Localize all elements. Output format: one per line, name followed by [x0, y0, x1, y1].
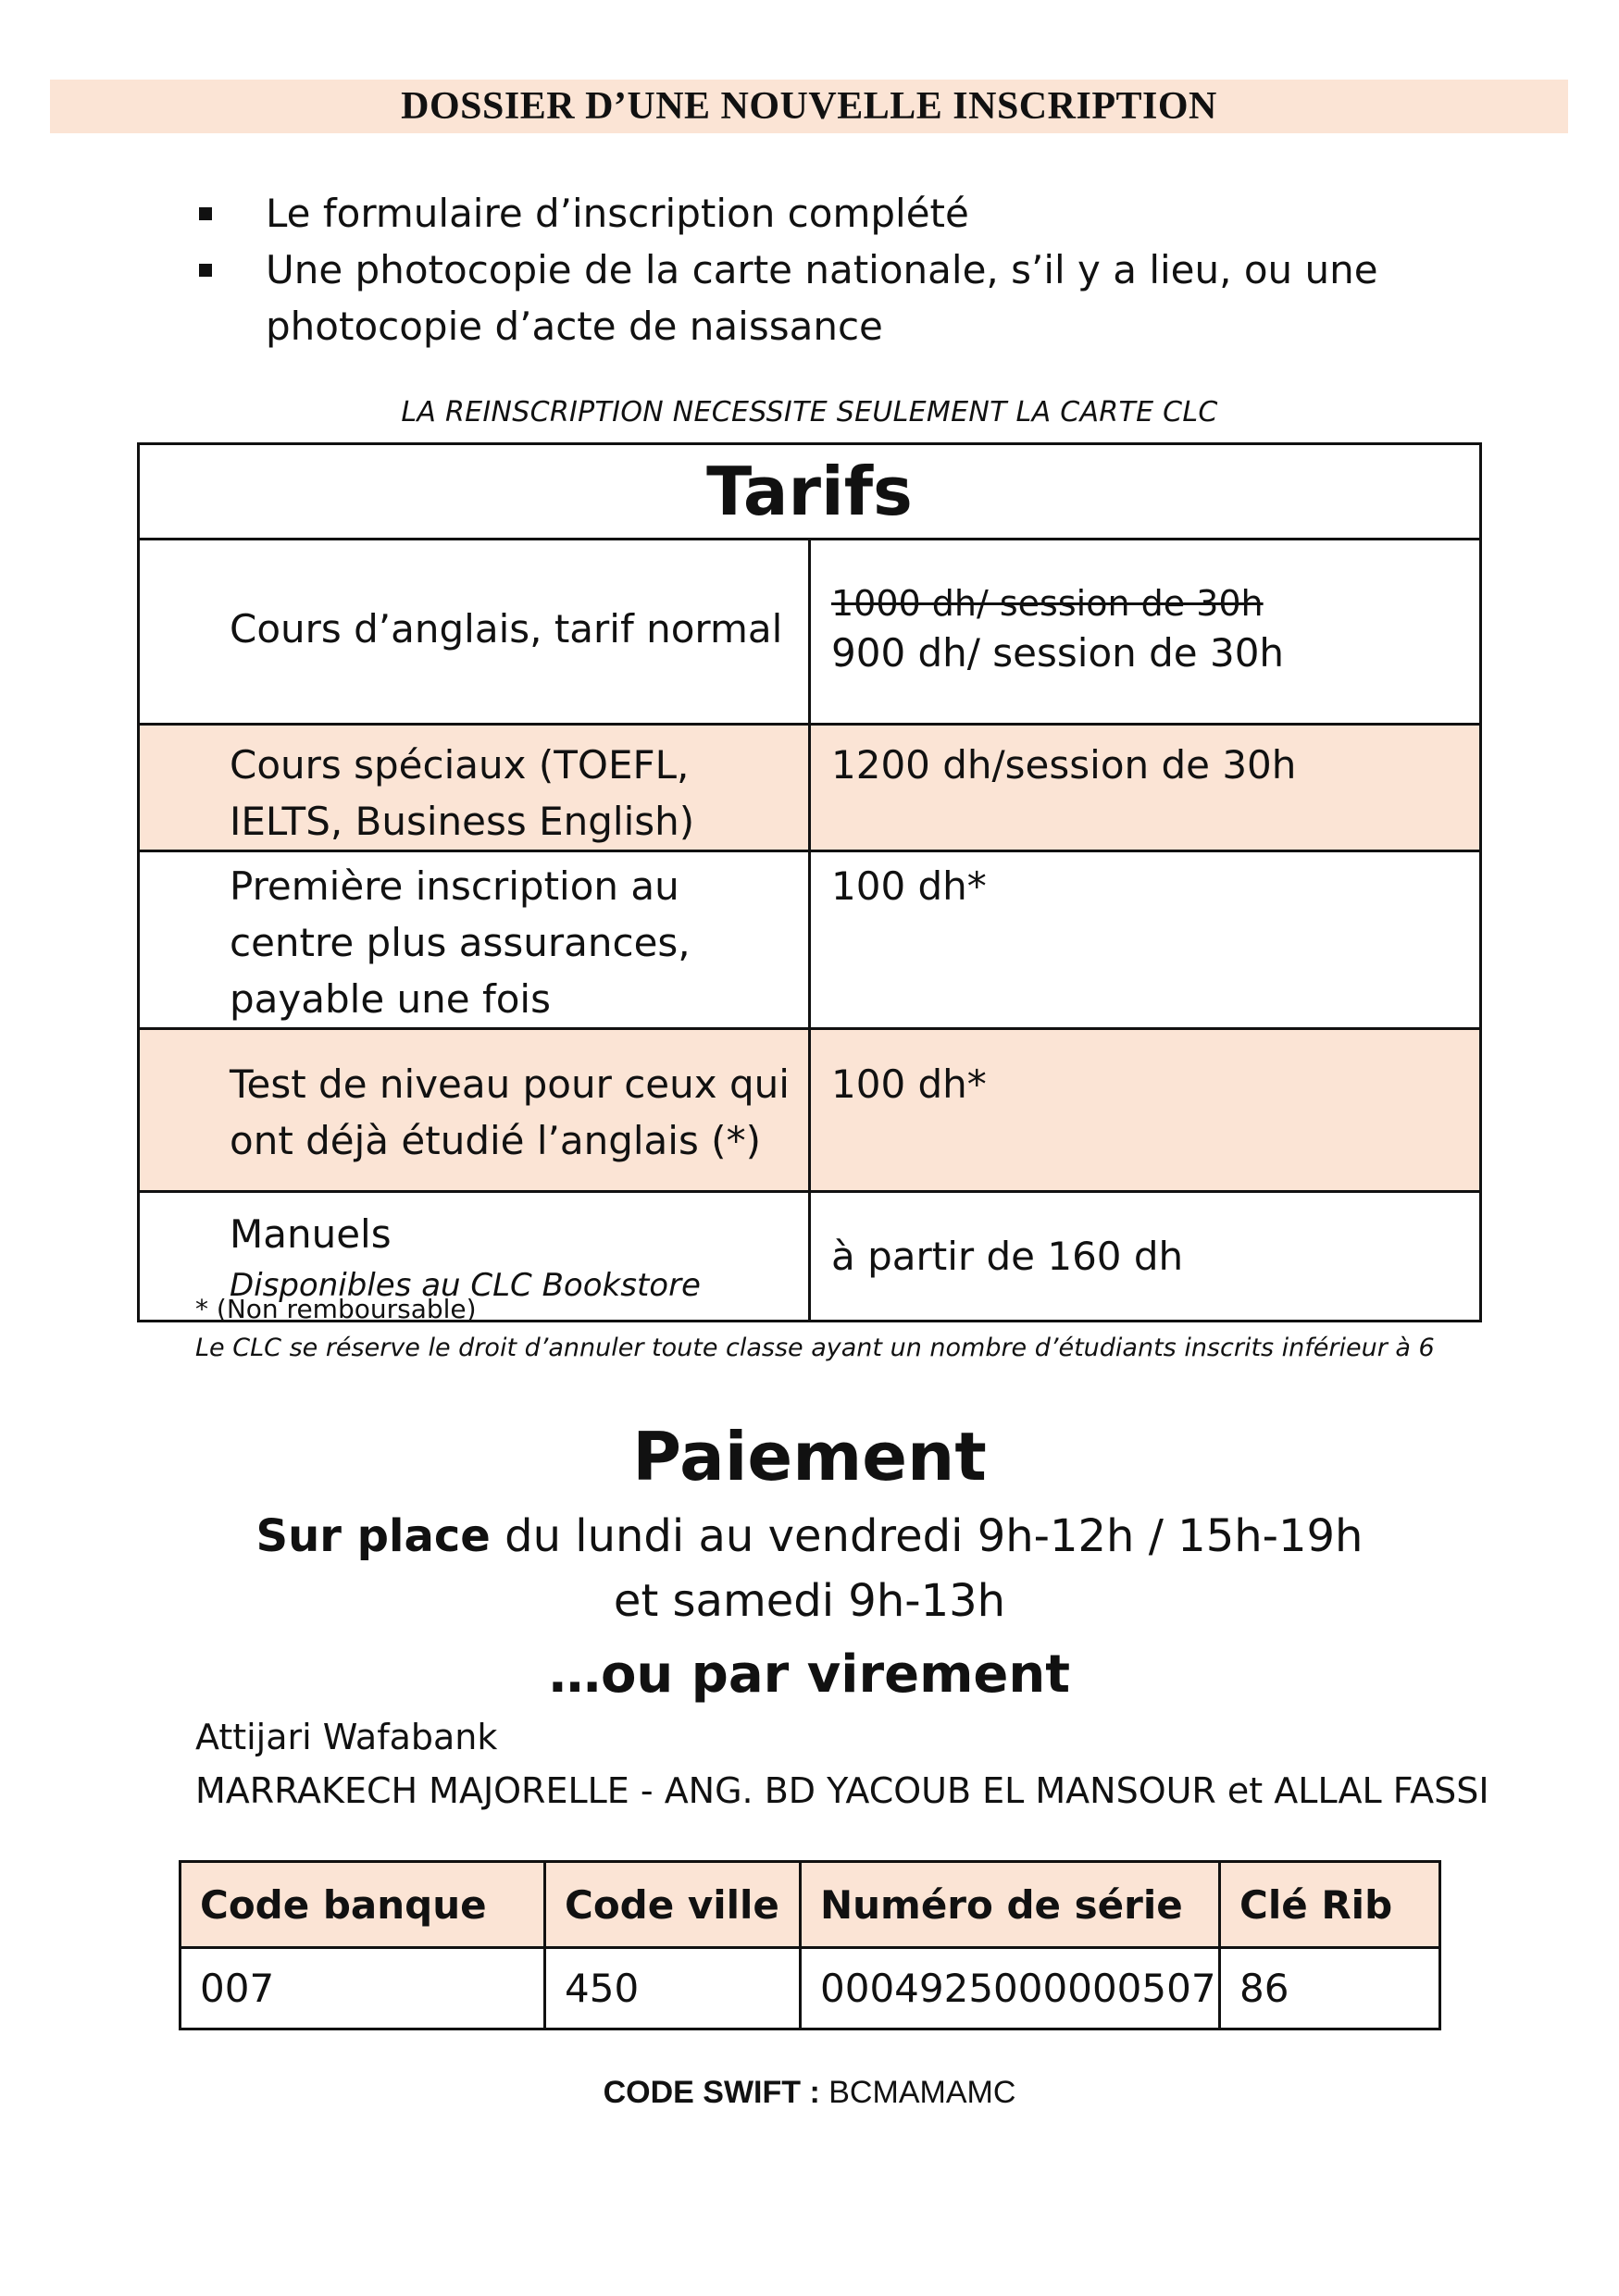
tarif-price: 100 dh*	[810, 851, 1481, 1029]
rib-value-code-ville: 450	[545, 1948, 801, 2029]
table-row	[139, 725, 1481, 851]
reinscription-note: LA REINSCRIPTION NECESSITE SEULEMENT LA CARTE CLC	[401, 396, 1218, 428]
saturday-hours: et samedi 9h-13h	[613, 1575, 1006, 1627]
tarif-price: à partir de 160 dh	[810, 1192, 1481, 1322]
bank-name: Attijari Wafabank	[195, 1717, 498, 1757]
rib-table	[179, 1860, 1441, 2030]
bank-branch: MARRAKECH MAJORELLE - ANG. BD YACOUB EL MANSOUR et ALLAL FASSI	[195, 1770, 1489, 1811]
swift-code-line	[0, 2075, 1619, 2111]
tarif-label: Cours spéciaux (TOEFL, IELTS, Business English)	[139, 725, 810, 851]
requirements-list	[199, 185, 1402, 354]
tarif-label: Première inscription au centre plus assurances, payable une fois	[139, 851, 810, 1029]
tarif-price-cell	[810, 540, 1481, 725]
on-site-line	[0, 1504, 1619, 1569]
table-row	[139, 851, 1481, 1029]
rib-value-code-banque: 007	[181, 1948, 545, 2029]
bank-info	[195, 1710, 1489, 1818]
rib-value-cle-rib: 86	[1220, 1948, 1440, 2029]
square-bullet-icon	[199, 207, 212, 220]
swift-label: CODE SWIFT :	[603, 2075, 820, 2110]
table-row	[181, 1862, 1440, 1948]
footnote-non-refundable: * (Non remboursable)	[195, 1294, 477, 1324]
tarif-price: 1200 dh/session de 30h	[810, 725, 1481, 851]
table-row	[139, 1029, 1481, 1192]
swift-value: BCMAMAMC	[819, 2075, 1016, 2110]
rib-header-cle-rib: Clé Rib	[1220, 1862, 1440, 1948]
tarif-label: Cours d’anglais, tarif normal	[139, 540, 810, 725]
old-price: 1000 dh/ session de 30h	[831, 583, 1264, 624]
footnote-cancellation: Le CLC se réserve le droit d’annuler toute classe ayant un nombre d’étudiants inscrits inférieur à 6	[195, 1334, 1435, 1362]
tarif-label: Test de niveau pour ceux qui ont déjà étudié l’anglais (*)	[139, 1029, 810, 1192]
requirement-text: Une photocopie de la carte nationale, s’il y a lieu, ou une photocopie d’acte de naissance	[266, 247, 1378, 349]
tarif-sublabel: Disponibles au CLC Bookstore	[230, 1267, 701, 1304]
tarif-label: Manuels	[230, 1211, 392, 1257]
square-bullet-icon	[199, 264, 212, 277]
rib-value-numero-serie: 0004925000000507	[801, 1948, 1220, 2029]
rib-header-numero-serie: Numéro de série	[801, 1862, 1220, 1948]
on-site-hours: du lundi au vendredi 9h-12h / 15h-19h	[490, 1510, 1364, 1562]
rib-header-code-ville: Code ville	[545, 1862, 801, 1948]
table-row	[181, 1948, 1440, 2029]
list-item	[199, 185, 1402, 242]
table-row	[139, 540, 1481, 725]
page-title: DOSSIER D’UNE NOUVELLE INSCRIPTION	[401, 85, 1217, 128]
rib-header-code-banque: Code banque	[181, 1862, 545, 1948]
tarif-price: 900 dh/ session de 30h	[831, 630, 1285, 676]
on-site-label: Sur place	[255, 1510, 491, 1562]
tarifs-table	[137, 442, 1482, 1322]
payment-schedule	[0, 1504, 1619, 1633]
paiement-title: Paiement	[632, 1418, 987, 1496]
list-item	[199, 242, 1402, 354]
transfer-heading: …ou par virement	[548, 1644, 1071, 1705]
tarifs-title: Tarifs	[139, 444, 1481, 540]
tarif-price: 100 dh*	[810, 1029, 1481, 1192]
requirement-text: Le formulaire d’inscription complété	[266, 191, 969, 236]
